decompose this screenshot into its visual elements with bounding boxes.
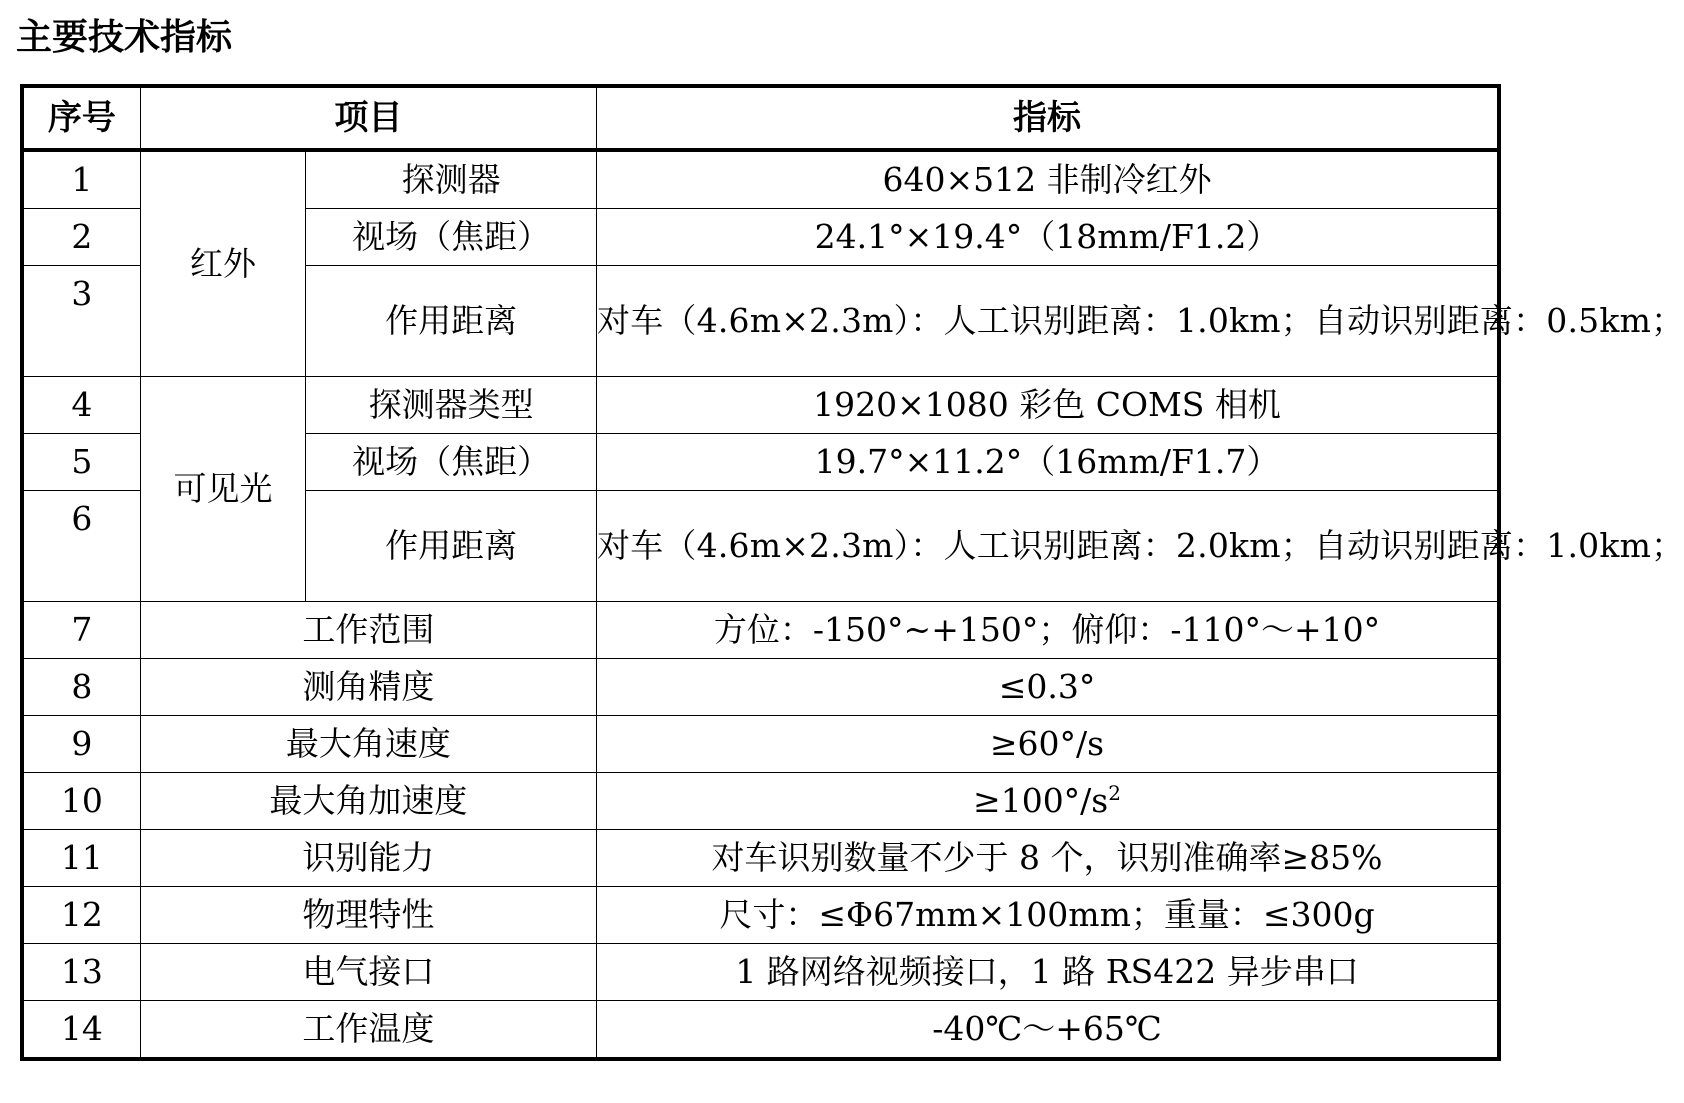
row-number: 4	[22, 377, 140, 434]
row-number: 14	[22, 1001, 140, 1060]
row-spec-text: ≥100°/s	[973, 781, 1109, 820]
row-number: 3	[22, 266, 140, 377]
spec-table	[20, 84, 1684, 1061]
row-spec: 对车（4.6m×2.3m）：人工识别距离：2.0km；自动识别距离：1.0km；	[597, 491, 1499, 602]
group-label-infrared: 红外	[140, 150, 305, 377]
row-number: 12	[22, 887, 140, 944]
row-spec: 对车（4.6m×2.3m）：人工识别距离：1.0km；自动识别距离：0.5km；	[597, 266, 1499, 377]
row-number: 5	[22, 434, 140, 491]
table-row	[22, 602, 1499, 659]
row-item: 识别能力	[140, 830, 596, 887]
row-spec: 24.1°×19.4°（18mm/F1.2）	[597, 209, 1499, 266]
row-spec: 19.7°×11.2°（16mm/F1.7）	[597, 434, 1499, 491]
row-number: 10	[22, 773, 140, 830]
header-spec: 指标	[597, 86, 1499, 150]
row-number: 7	[22, 602, 140, 659]
row-item: 作用距离	[306, 266, 597, 377]
row-spec-superscript: 2	[1108, 781, 1121, 805]
row-spec: ≥60°/s	[597, 716, 1499, 773]
table-row	[22, 659, 1499, 716]
table-row	[22, 377, 1499, 434]
table-row	[22, 716, 1499, 773]
row-item: 工作范围	[140, 602, 596, 659]
table-header-row	[22, 86, 1499, 150]
row-item: 工作温度	[140, 1001, 596, 1060]
table-row	[22, 150, 1499, 209]
row-number: 8	[22, 659, 140, 716]
row-item: 探测器	[306, 150, 597, 209]
row-number: 11	[22, 830, 140, 887]
row-spec: 1 路网络视频接口，1 路 RS422 异步串口	[597, 944, 1499, 1001]
table-row	[22, 773, 1499, 830]
table-row	[22, 944, 1499, 1001]
row-number: 9	[22, 716, 140, 773]
row-number: 13	[22, 944, 140, 1001]
header-item: 项目	[140, 86, 596, 150]
row-number: 1	[22, 150, 140, 209]
page-title: 主要技术指标	[16, 17, 233, 58]
header-seq: 序号	[22, 86, 140, 150]
row-item: 最大角加速度	[140, 773, 596, 830]
row-item: 视场（焦距）	[306, 209, 597, 266]
row-spec: 对车识别数量不少于 8 个，识别准确率≥85%	[597, 830, 1499, 887]
row-number: 2	[22, 209, 140, 266]
row-spec: 尺寸：≤Φ67mm×100mm；重量：≤300g	[597, 887, 1499, 944]
row-item: 视场（焦距）	[306, 434, 597, 491]
row-spec: 方位：-150°~+150°；俯仰：-110°～+10°	[597, 602, 1499, 659]
table-row	[22, 830, 1499, 887]
row-spec: 640×512 非制冷红外	[597, 150, 1499, 209]
group-label-visible: 可见光	[140, 377, 305, 602]
row-item: 最大角速度	[140, 716, 596, 773]
row-spec: -40℃～+65℃	[597, 1001, 1499, 1060]
row-spec	[597, 773, 1499, 830]
row-item: 探测器类型	[306, 377, 597, 434]
table-row	[22, 1001, 1499, 1060]
row-spec: 1920×1080 彩色 COMS 相机	[597, 377, 1499, 434]
row-item: 测角精度	[140, 659, 596, 716]
table-row	[22, 887, 1499, 944]
row-item: 电气接口	[140, 944, 596, 1001]
row-item: 物理特性	[140, 887, 596, 944]
row-spec: ≤0.3°	[597, 659, 1499, 716]
row-item: 作用距离	[306, 491, 597, 602]
row-number: 6	[22, 491, 140, 602]
